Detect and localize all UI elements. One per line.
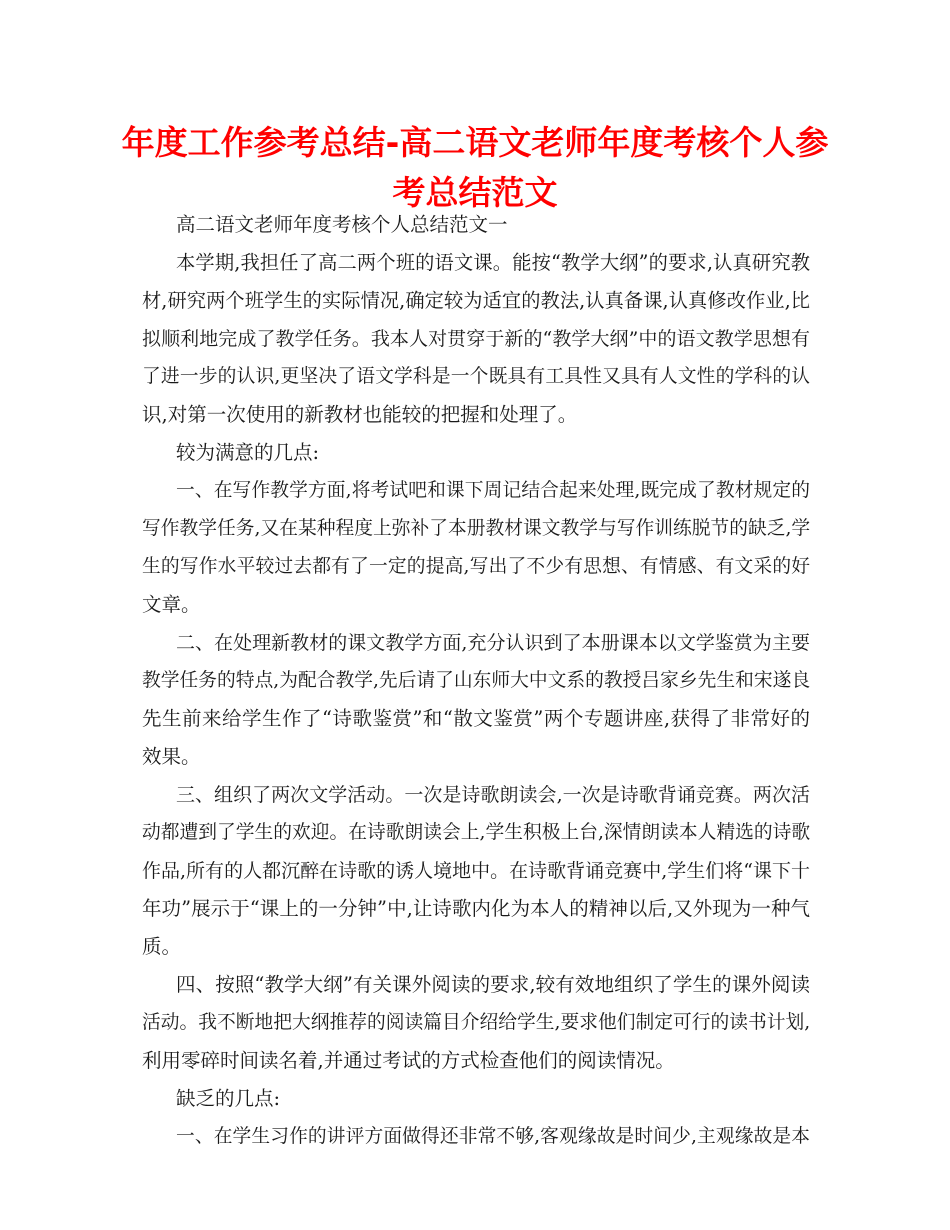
document-title-line-2: 考总结范文 (392, 173, 558, 212)
document-title-line-1: 年度工作参考总结-高二语文老师年度考核个人参 (121, 123, 829, 162)
subtitle-line: 高二语文老师年度考核个人总结范文一 (176, 213, 508, 236)
body-line: 二、在处理新教材的课文教学方面,充分认识到了本册课本以文学鉴赏为主要 (176, 632, 810, 654)
body-line: 三、组织了两次文学活动。一次是诗歌朗读会,一次是诗歌背诵竞赛。两次活 (176, 784, 810, 806)
body-line: 拟顺利地完成了教学任务。我本人对贯穿于新的“教学大纲”中的语文教学思想有 (142, 328, 810, 350)
body-line: 效果。 (142, 745, 201, 768)
body-line: 先生前来给学生作了“诗歌鉴赏”和“散文鉴赏”两个专题讲座,获得了非常好的 (142, 707, 810, 730)
body-line: 教学任务的特点,为配合教学,先后请了山东师大中文系的教授吕家乡先生和宋遂良 (142, 670, 811, 691)
body-line: 利用零碎时间读名着,并通过考试的方式检查他们的阅读情况。 (142, 1049, 675, 1072)
body-line: 生的写作水平较过去都有了一定的提高,写出了不少有思想、有情感、有文采的好 (142, 556, 810, 577)
body-line: 年功”展示于“课上的一分钟”中,让诗歌内化为本人的精神以后,又外现为一种气 (142, 897, 810, 920)
body-line: 识,对第一次使用的新教材也能较的把握和处理了。 (142, 403, 578, 426)
section-heading: 缺乏的几点: (176, 1087, 281, 1110)
body-line: 一、在写作教学方面,将考试吧和课下周记结合起来处理,既完成了教材规定的 (176, 480, 810, 501)
section-heading: 较为满意的几点: (176, 441, 320, 464)
body-line: 作品,所有的人都沉醉在诗歌的诱人境地中。在诗歌背诵竞赛中,学生们将“课下十 (142, 860, 810, 882)
body-line: 文章。 (142, 593, 201, 616)
body-line: 质。 (142, 935, 182, 958)
body-line: 材,研究两个班学生的实际情况,确定较为适宜的教法,认真备课,认真修改作业,比 (142, 289, 810, 312)
body-line: 本学期,我担任了高二两个班的语文课。能按“教学大纲”的要求,认真研究教 (176, 251, 810, 274)
body-line: 活动。我不断地把大纲推荐的阅读篇目介绍给学生,要求他们制定可行的读书计划, (142, 1012, 811, 1033)
body-line: 四、按照“教学大纲”有关课外阅读的要求,较有效地组织了学生的课外阅读 (176, 973, 810, 996)
body-line: 动都遭到了学生的欢迎。在诗歌朗读会上,学生积极上台,深情朗读本人精选的诗歌 (142, 822, 811, 843)
body-line: 写作教学任务,又在某种程度上弥补了本册教材课文教学与写作训练脱节的缺乏,学 (142, 518, 811, 539)
body-line: 一、在学生习作的讲评方面做得还非常不够,客观缘故是时间少,主观缘故是本 (176, 1126, 810, 1147)
body-line: 了进一步的认识,更坚决了语文学科是一个既具有工具性又具有人文性的学科的认 (142, 366, 810, 387)
